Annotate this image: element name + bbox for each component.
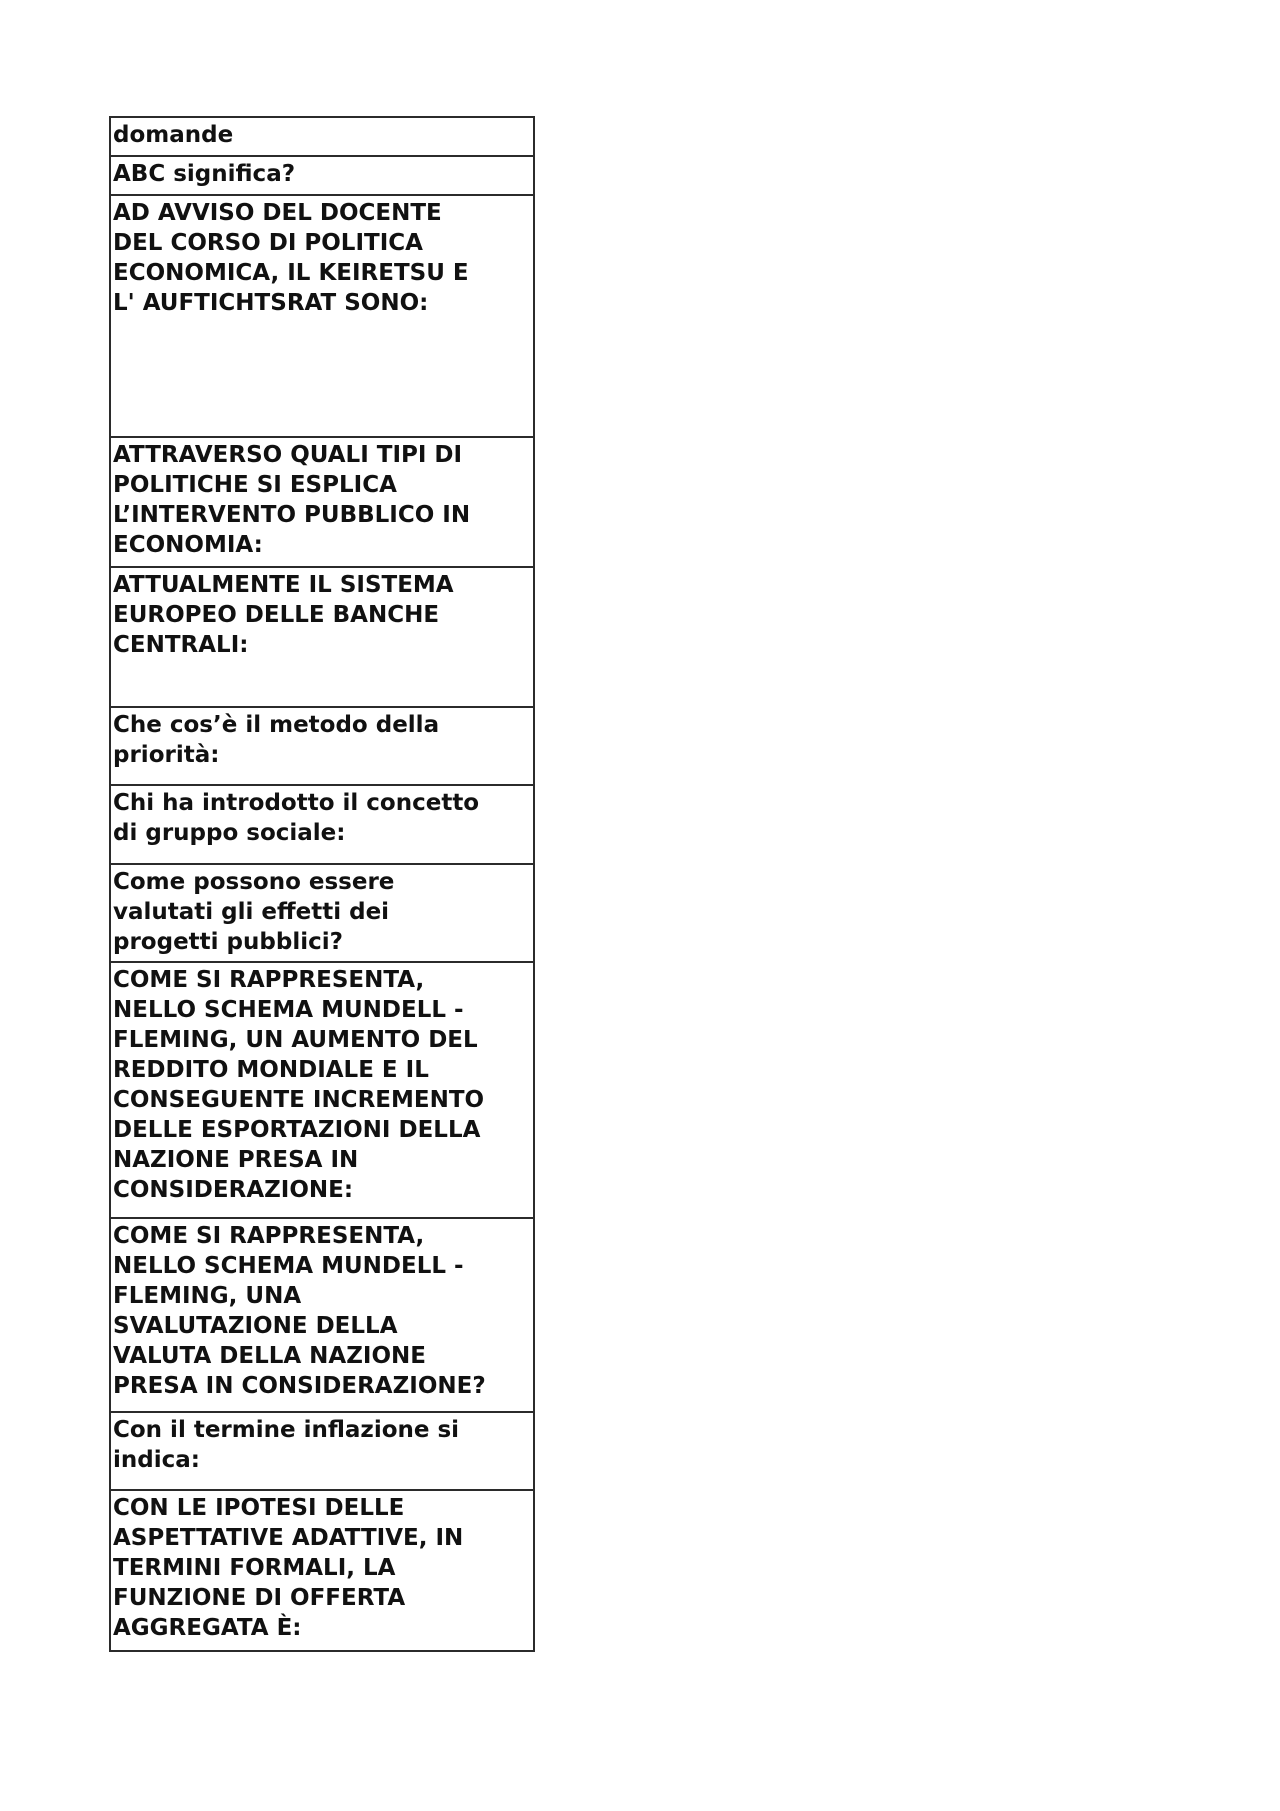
question-cell[interactable]: Che cos’è il metodo della priorità:	[110, 707, 534, 785]
question-cell[interactable]: AD AVVISO DEL DOCENTE DEL CORSO DI POLITICA ECONOMICA, IL KEIRETSU E L' AUFTICHTSRAT SONO:	[110, 195, 534, 437]
question-cell[interactable]: CON LE IPOTESI DELLE ASPETTATIVE ADATTIVE, IN TERMINI FORMALI, LA FUNZIONE DI OFFERTA AGGREGATA È:	[110, 1490, 534, 1651]
table-row	[110, 785, 534, 864]
table-row	[110, 707, 534, 785]
table-row	[110, 1218, 534, 1412]
table-row	[110, 1490, 534, 1651]
question-cell[interactable]: COME SI RAPPRESENTA, NELLO SCHEMA MUNDELL - FLEMING, UN AUMENTO DEL REDDITO MONDIALE E IL CONSEGUENTE INCREMENTO DELLE ESPORTAZIONI DELLA NAZIONE PRESA IN CONSIDERAZIONE:	[110, 962, 534, 1218]
table-row	[110, 1412, 534, 1490]
table-row	[110, 962, 534, 1218]
question-cell[interactable]: ATTUALMENTE IL SISTEMA EUROPEO DELLE BANCHE CENTRALI:	[110, 567, 534, 707]
table-row	[110, 567, 534, 707]
question-cell[interactable]: Come possono essere valutati gli effetti dei progetti pubblici?	[110, 864, 534, 962]
table-header-row	[110, 117, 534, 156]
question-cell[interactable]: Con il termine inflazione si indica:	[110, 1412, 534, 1490]
question-cell[interactable]: ABC significa?	[110, 156, 534, 195]
column-header-cell[interactable]: domande	[110, 117, 534, 156]
question-cell[interactable]: COME SI RAPPRESENTA, NELLO SCHEMA MUNDELL - FLEMING, UNA SVALUTAZIONE DELLA VALUTA DELLA NAZIONE PRESA IN CONSIDERAZIONE?	[110, 1218, 534, 1412]
table-row	[110, 195, 534, 437]
questions-table	[109, 116, 535, 1652]
table-row	[110, 437, 534, 567]
question-cell[interactable]: Chi ha introdotto il concetto di gruppo sociale:	[110, 785, 534, 864]
question-cell[interactable]: ATTRAVERSO QUALI TIPI DI POLITICHE SI ESPLICA L’INTERVENTO PUBBLICO IN ECONOMIA:	[110, 437, 534, 567]
table-row	[110, 864, 534, 962]
table-row	[110, 156, 534, 195]
